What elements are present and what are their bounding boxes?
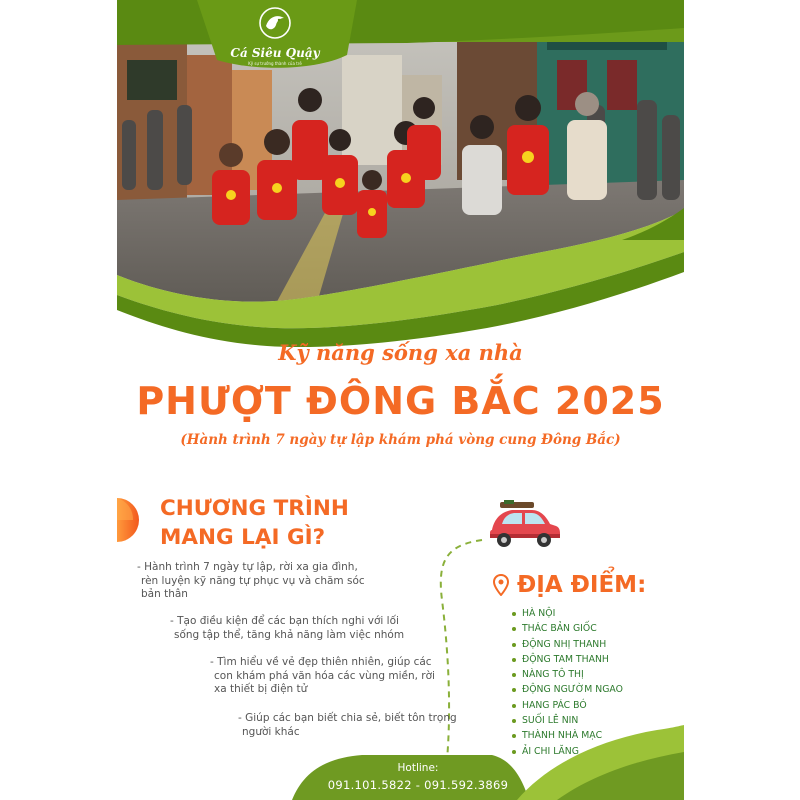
benefit-line: con khám phá văn hóa các vùng miền, rời	[214, 669, 435, 682]
benefit-line: bản thân	[141, 588, 188, 600]
location-item: NÀNG TÔ THỊ	[512, 667, 623, 682]
benefit-line: - Hành trình 7 ngày tự lập, rời xa gia đình,	[137, 561, 358, 573]
benefit-item	[170, 615, 440, 642]
fish-logo-icon	[258, 6, 292, 40]
hotline-label: Hotline:	[397, 762, 439, 774]
benefit-line: sống tập thể, tăng khả năng làm việc nhóm	[174, 628, 405, 641]
poster	[117, 0, 684, 800]
benefits-heading-line1: CHƯƠNG TRÌNH	[160, 496, 349, 521]
benefit-line: - Tạo điều kiện để các bạn thích nghi với lối	[170, 615, 399, 627]
car-icon	[486, 500, 562, 552]
hotline-box	[313, 762, 523, 792]
brand-tagline: Kỹ sự trưởng thành của trẻ	[248, 61, 302, 66]
location-item: HANG PÁC BÓ	[512, 698, 623, 713]
brand-name: Cá Siêu Quậy	[230, 46, 320, 60]
location-pin-icon	[493, 574, 509, 596]
benefit-line: xa thiết bị điện tử	[214, 683, 308, 695]
location-item: ĐỘNG NGƯỜM NGAO	[512, 682, 623, 697]
benefit-item	[238, 712, 458, 739]
location-item: THÁC BẢN GIỐC	[512, 621, 623, 636]
subtitle: Kỹ năng sống xa nhà	[278, 340, 523, 365]
locations-list	[512, 606, 623, 759]
location-item: SUỐI LÊ NIN	[512, 713, 623, 728]
brand-logo[interactable]	[227, 6, 323, 66]
page-title: PHƯỢT ĐÔNG BẮC 2025	[136, 379, 665, 423]
locations-heading-text: ĐỊA ĐIỂM:	[517, 572, 647, 598]
trip-tagline: (Hành trình 7 ngày tự lập khám phá vòng cung Đông Bắc)	[180, 432, 621, 448]
benefit-line: - Tìm hiểu về vẻ đẹp thiên nhiên, giúp các	[210, 656, 432, 668]
benefit-item	[137, 561, 407, 602]
benefits-heading-line2: MANG LẠI GÌ?	[160, 525, 326, 550]
locations-heading	[493, 572, 646, 598]
location-item: HÀ NỘI	[512, 606, 623, 621]
benefit-line: - Giúp các bạn biết chia sẻ, biết tôn trọng	[238, 712, 457, 724]
benefits-heading	[160, 494, 420, 552]
location-item: ĐỘNG TAM THANH	[512, 652, 623, 667]
location-item: ĐỘNG NHỊ THANH	[512, 637, 623, 652]
benefit-item	[210, 656, 450, 697]
location-item: THÀNH NHÀ MẠC	[512, 728, 623, 743]
benefit-line: rèn luyện kỹ năng tự phục vụ và chăm sóc	[141, 574, 365, 587]
location-item: ẢI CHI LĂNG	[512, 744, 623, 759]
hotline-phones[interactable]: 091.101.5822 - 091.592.3869	[327, 778, 509, 792]
benefit-line: người khác	[242, 725, 300, 738]
